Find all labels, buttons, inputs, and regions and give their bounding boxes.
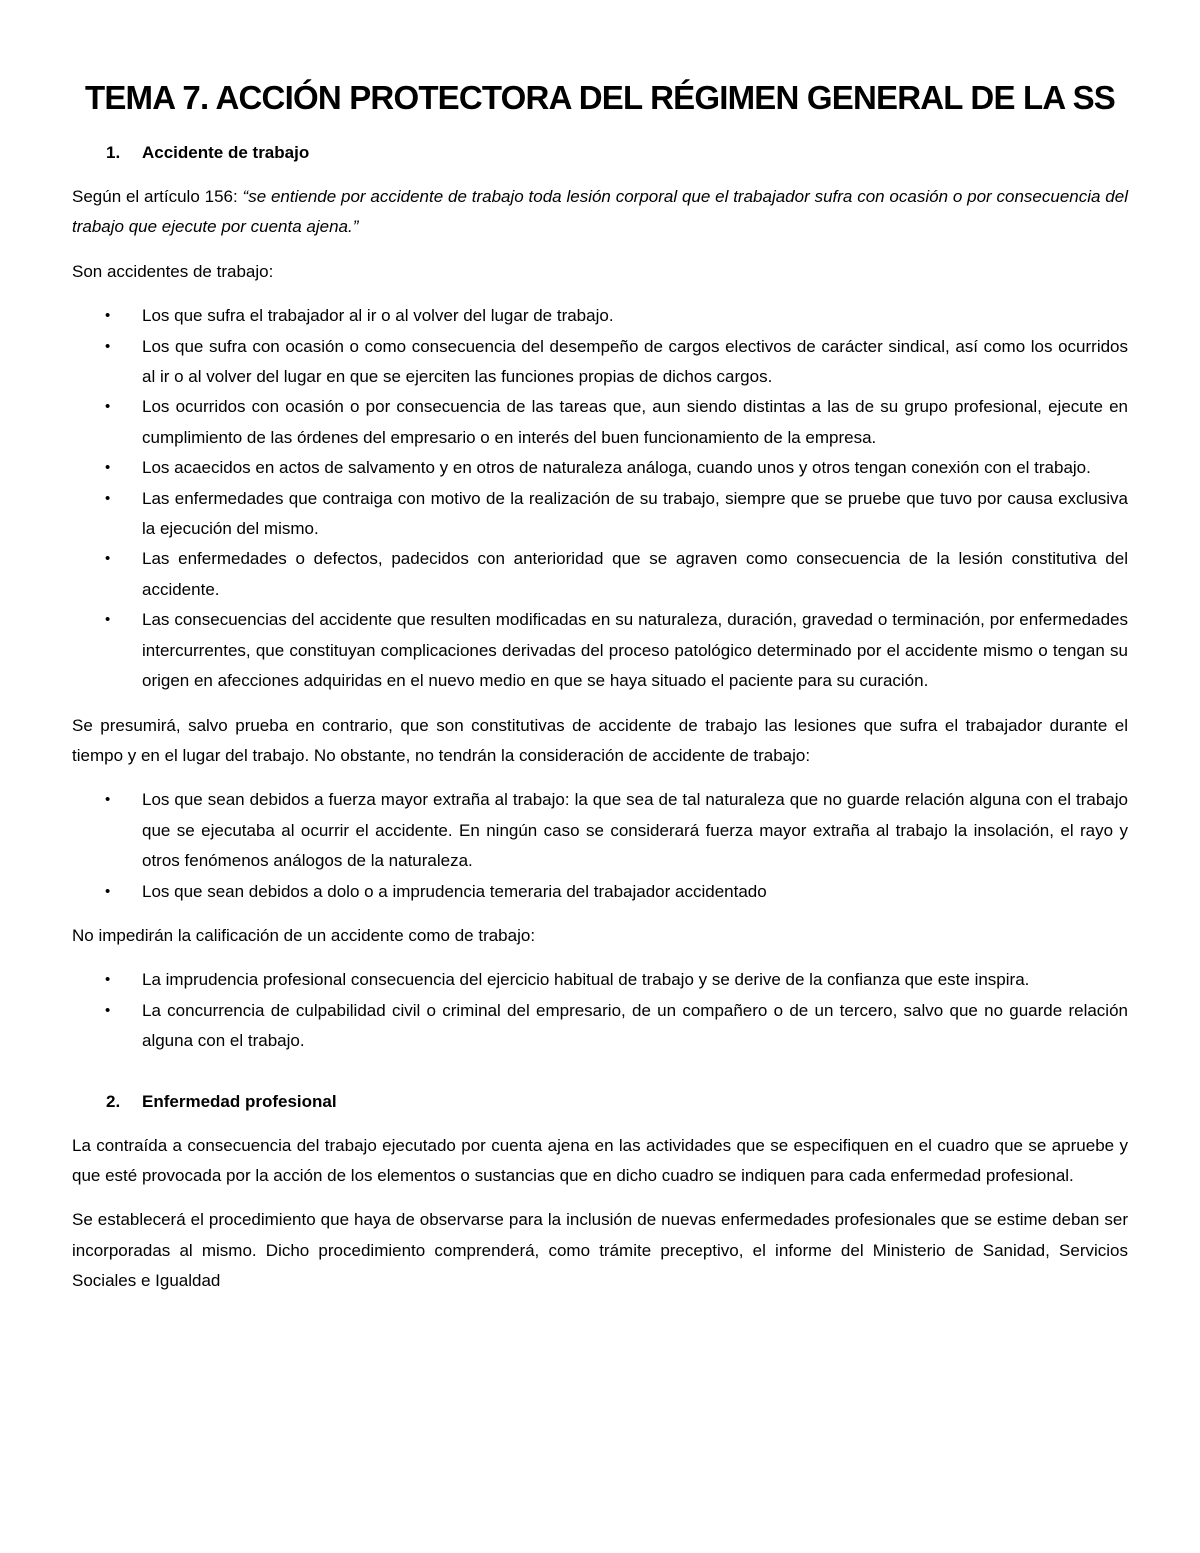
bullet-icon: • xyxy=(105,459,111,477)
bullet-icon: • xyxy=(105,611,111,629)
list-item xyxy=(72,301,1128,331)
section-title: Enfermedad profesional xyxy=(142,1091,337,1111)
list-item-text: Las consecuencias del accidente que resulten modificadas en su naturaleza, duración, gravedad o terminación, por enfermedades intercurrentes, que constituyan complicaciones derivadas del proceso patológico determinado por el accidente mismo o tengan su origen en afecciones adquiridas en el nuevo medio en que se haya situado el paciente para su curación. xyxy=(142,610,1128,691)
bullet-icon: • xyxy=(105,398,111,416)
list-item xyxy=(72,965,1128,995)
bullet-list-accidentes xyxy=(72,301,1128,696)
list-item xyxy=(72,544,1128,605)
section-number: 1. xyxy=(106,143,121,162)
article-quote: “se entiende por accidente de trabajo toda lesión corporal que el trabajador sufra con ocasión o por consecuencia del trabajo que ejecute por cuenta ajena.” xyxy=(72,187,1128,237)
section-title: Accidente de trabajo xyxy=(142,143,310,162)
document-page xyxy=(72,70,1128,1297)
list-item xyxy=(72,453,1128,483)
list-item xyxy=(72,996,1128,1057)
bullet-icon: • xyxy=(105,882,111,900)
section-heading-accidente xyxy=(72,138,1128,168)
bullet-icon: • xyxy=(105,791,111,809)
document-title: TEMA 7. ACCIÓN PROTECTORA DEL RÉGIMEN GENERAL DE LA SS xyxy=(84,79,1115,116)
article-reference: Según el artículo 156: xyxy=(72,187,243,206)
article-quote-paragraph xyxy=(72,182,1128,243)
procedimiento-paragraph: Se establecerá el procedimiento que haya de observarse para la inclusión de nuevas enfermedades profesionales que se estime deban ser incorporadas al mismo. Dicho procedimiento comprenderá, como trámite preceptivo, el informe del Ministerio de Sanidad, Servicios Sociales e Igualdad xyxy=(72,1210,1128,1291)
list-item xyxy=(72,877,1128,907)
enfermedad-definition-paragraph: La contraída a consecuencia del trabajo ejecutado por cuenta ajena en las actividades que se especifiquen en el cuadro que se apruebe y que esté provocada por la acción de los elementos o sustancias que en dicho cuadro se indiquen para cada enfermedad profesional. xyxy=(72,1135,1128,1185)
bullet-list-calificacion xyxy=(72,965,1128,1056)
section-heading-enfermedad xyxy=(72,1087,1128,1117)
bullet-icon: • xyxy=(105,337,111,355)
presumption-paragraph: Se presumirá, salvo prueba en contrario, que son constitutivas de accidente de trabajo las lesiones que sufra el trabajador durante el tiempo y en el lugar del trabajo. No obstante, no tendrán la consideración de accidente de trabajo: xyxy=(72,715,1128,765)
list-item-text: Los que sufra el trabajador al ir o al volver del lugar de trabajo. xyxy=(142,306,614,326)
list-item xyxy=(72,392,1128,453)
bullet-icon: • xyxy=(105,489,111,507)
list-item-text: Los acaecidos en actos de salvamento y en otros de naturaleza análoga, cuando unos y otros tengan conexión con el trabajo. xyxy=(142,458,1091,478)
bullet-icon: • xyxy=(105,1001,111,1019)
bullet-icon: • xyxy=(105,971,111,989)
list-lead-accidentes: Son accidentes de trabajo: xyxy=(72,261,274,281)
list-item-text: Las enfermedades o defectos, padecidos con anterioridad que se agraven como consecuencia de la lesión constitutiva del accidente. xyxy=(142,549,1128,599)
list-item-text: Los ocurridos con ocasión o por consecuencia de las tareas que, aun siendo distintas a las de su grupo profesional, ejecute en cumplimiento de las órdenes del empresario o en interés del buen funcionamiento de la empresa. xyxy=(142,397,1128,447)
list-item xyxy=(72,605,1128,696)
list-item-text: La concurrencia de culpabilidad civil o criminal del empresario, de un compañero o de un tercero, salvo que no guarde relación alguna con el trabajo. xyxy=(142,1000,1128,1051)
list-item xyxy=(72,785,1128,876)
list-lead-calificacion: No impedirán la calificación de un accidente como de trabajo: xyxy=(72,925,536,945)
bullet-icon: • xyxy=(105,307,111,325)
list-item-text: La imprudencia profesional consecuencia del ejercicio habitual de trabajo y se derive de la confianza que este inspira. xyxy=(142,970,1030,990)
list-item-text: Las enfermedades que contraiga con motivo de la realización de su trabajo, siempre que se pruebe que tuvo por causa exclusiva la ejecución del mismo. xyxy=(142,488,1128,539)
list-item xyxy=(72,332,1128,393)
list-item-text: Los que sean debidos a dolo o a imprudencia temeraria del trabajador accidentado xyxy=(142,881,767,901)
list-item-text: Los que sufra con ocasión o como consecuencia del desempeño de cargos electivos de carácter sindical, así como los ocurridos al ir o al volver del lugar en que se ejerciten las funciones propias de dichos cargos. xyxy=(142,336,1128,387)
list-item-text: Los que sean debidos a fuerza mayor extraña al trabajo: la que sea de tal naturaleza que no guarde relación alguna con el trabajo que se ejecutaba al ocurrir el accidente. En ningún caso se considerará fuerza mayor extraña al trabajo la insolación, el rayo y otros fenómenos análogos de la naturaleza. xyxy=(142,790,1128,871)
bullet-icon: • xyxy=(105,550,111,568)
section-number: 2. xyxy=(106,1091,121,1111)
list-item xyxy=(72,484,1128,545)
bullet-list-exclusiones xyxy=(72,785,1128,907)
